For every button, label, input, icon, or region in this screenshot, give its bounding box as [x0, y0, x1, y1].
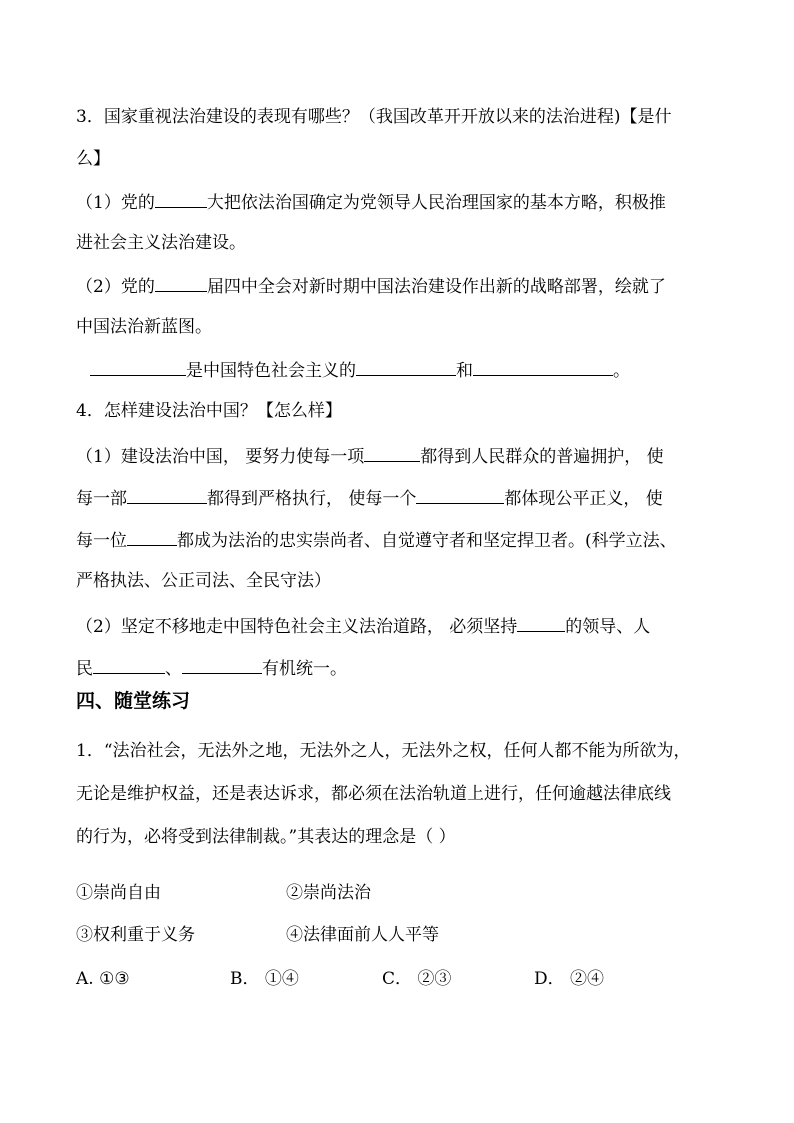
- ex1-item-2: ②崇尚法治: [286, 883, 371, 903]
- q4-point-1-line-2: [76, 486, 663, 510]
- fill-blank[interactable]: [127, 486, 207, 504]
- ex1-line-3: 的行为，必将受到法律制裁。”其表达的理念是（ ）: [76, 827, 456, 847]
- fill-blank[interactable]: [517, 614, 565, 632]
- q4-p1-g: 都成为法治的忠实崇尚者、自觉遵守者和坚定捍卫者。(科学立法、: [177, 531, 677, 551]
- q4-point-1: [76, 444, 664, 468]
- q3-p1-prefix: （1）党的: [76, 193, 155, 213]
- q4-point-1-line-4: 严格执法、公正司法、全民守法）: [76, 571, 331, 591]
- q4-p2-d: 、: [165, 659, 182, 679]
- q3-point-1: [76, 190, 666, 214]
- q4-p1-f: 每一位: [76, 531, 127, 551]
- ex1-option-c[interactable]: C． ②③: [382, 969, 452, 989]
- q4-p2-a: （2）坚定不移地走中国特色社会主义法治道路， 必须坚持: [76, 617, 518, 637]
- q4-p1-d: 都得到严格执行， 使每一个: [207, 489, 417, 509]
- fill-blank[interactable]: [416, 486, 504, 504]
- q3-point-1-cont: 进社会主义法治建设。: [76, 233, 246, 253]
- q4-p2-c: 民: [76, 659, 93, 679]
- q3-line-2: 么】: [76, 149, 110, 169]
- fill-blank[interactable]: [90, 358, 186, 376]
- q3-p3-text-b: 和: [456, 361, 473, 381]
- q3-point-3: [90, 358, 630, 382]
- fill-blank[interactable]: [364, 444, 420, 462]
- q3-p3-text-a: 是中国特色社会主义的: [186, 361, 356, 381]
- section-heading: 四、随堂练习: [76, 690, 191, 712]
- ex1-item-3: ③权利重于义务: [76, 925, 195, 945]
- q4-p2-b: 的领导、人: [565, 617, 651, 637]
- fill-blank[interactable]: [356, 358, 456, 376]
- ex1-item-4: ④法律面前人人平等: [286, 925, 439, 945]
- q4-point-1-line-3: [76, 528, 677, 552]
- fill-blank[interactable]: [155, 274, 207, 292]
- q3-point-2-cont: 中国法治新蓝图。: [76, 317, 212, 337]
- q4-p1-e: 都体现公平正义， 使: [504, 489, 663, 509]
- q4-p2-e: 有机统一。: [262, 659, 347, 679]
- ex1-line-1: 1．“法治社会，无法外之地，无法外之人，无法外之权，任何人都不能为所欲为，: [76, 741, 691, 761]
- ex1-item-1: ①崇尚自由: [76, 883, 161, 903]
- q3-p3-text-c: 。: [613, 361, 630, 381]
- ex1-option-b[interactable]: B． ①④: [230, 969, 299, 989]
- fill-blank[interactable]: [93, 656, 165, 674]
- q4-p1-c: 每一部: [76, 489, 127, 509]
- q3-p2-prefix: （2）党的: [76, 277, 155, 297]
- fill-blank[interactable]: [473, 358, 613, 376]
- q4-point-2-line-2: [76, 656, 347, 680]
- q3-p2-text: 届四中全会对新时期中国法治建设作出新的战略部署，绘就了: [206, 277, 666, 297]
- fill-blank[interactable]: [155, 190, 207, 208]
- q3-line-1: 3．国家重视法治建设的表现有哪些？（我国改革开开放以来的法治进程)【是什: [76, 107, 672, 127]
- fill-blank[interactable]: [182, 656, 262, 674]
- q4-p1-a: （1）建设法治中国， 要努力使每一项: [76, 447, 365, 467]
- q4-point-2: [76, 614, 650, 638]
- ex1-option-a[interactable]: A. ①③: [76, 969, 130, 989]
- q4-title: 4．怎样建设法治中国？【怎么样】: [76, 401, 342, 421]
- q3-point-2: [76, 274, 666, 298]
- fill-blank[interactable]: [127, 528, 177, 546]
- ex1-option-d[interactable]: D． ②④: [534, 969, 605, 989]
- q4-p1-b: 都得到人民群众的普遍拥护， 使: [420, 447, 664, 467]
- ex1-line-2: 无论是维护权益，还是表达诉求，都必须在法治轨道上进行，任何逾越法律底线: [76, 784, 671, 804]
- q3-p1-text: 大把依法治国确定为党领导人民治理国家的基本方略，积极推: [206, 193, 666, 213]
